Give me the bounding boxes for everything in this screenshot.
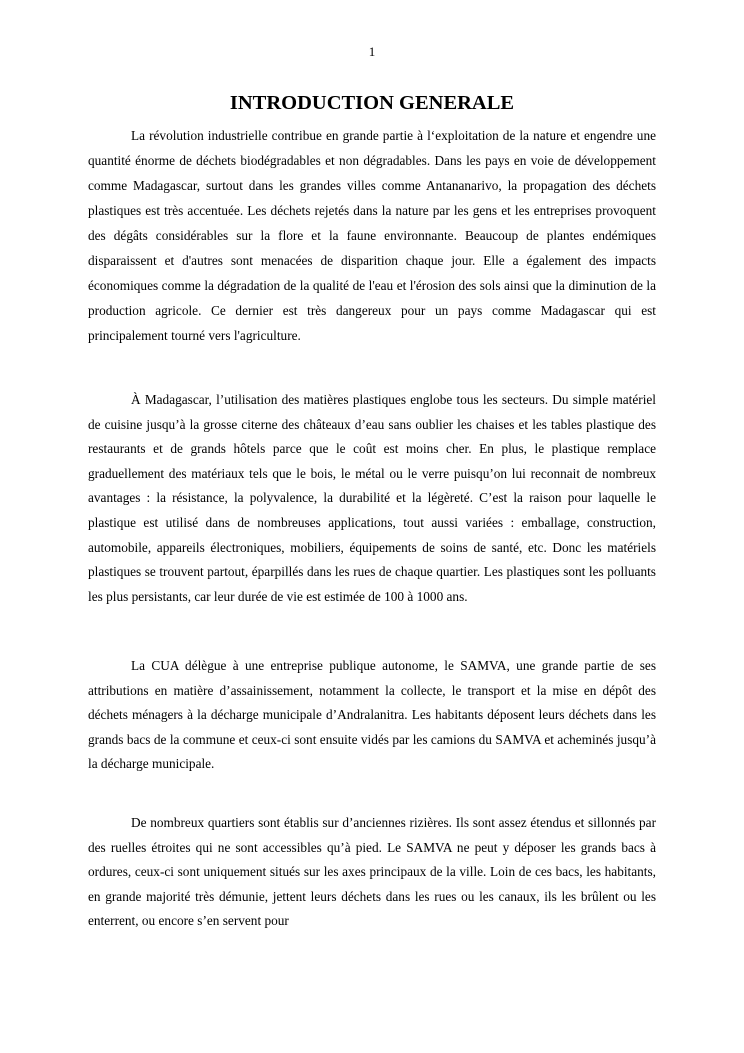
- paragraph: De nombreux quartiers sont établis sur d’anciennes rizières. Ils sont assez étendus et sillonnés par des ruelles étroites qui ne sont accessibles qu’à pied. Le SAMVA ne peut y déposer les grands bacs à ordures, ceux-ci sont uniquement situés sur les axes principaux de la ville. Loin de ces bacs, les habitants, en grande majorité très démunie, jettent leurs déchets dans les rues ou les canaux, ils les brûlent ou les enterrent, ou encore s’en servent pour: [88, 815, 656, 929]
- paragraph-block: [88, 811, 656, 934]
- page-number: 1: [368, 44, 376, 59]
- paragraph-block: [88, 123, 656, 348]
- paragraph: La CUA délègue à une entreprise publique autonome, le SAMVA, une grande partie de ses attributions en matière d’assainissement, notamment la collecte, le transport et la mise en dépôt des déchets ménagers à la décharge municipale d’Andralanitra. Les habitants déposent leurs déchets dans les grands bacs de la commune et ceux-ci sont ensuite vidés par les camions du SAMVA et acheminés jusqu’à la décharge municipale.: [88, 658, 656, 772]
- paragraph: La révolution industrielle contribue en grande partie à l‘exploitation de la nature et engendre une quantité énorme de déchets biodégradables et non dégradables. Dans les pays en voie de développement comme Madagascar, surtout dans les grandes villes comme Antananarivo, la propagation des déchets plastiques est très accentuée. Les déchets rejetés dans la nature par les gens et les entreprises provoquent des dégâts considérables sur la flore et la faune environnante. Beaucoup de plantes endémiques disparaissent et d'autres sont menacées de disparition chaque jour. Elle a également des impacts économiques comme la dégradation de la qualité de l'eau et l'érosion des sols ainsi que la diminution de la production agricole. Ce dernier est très dangereux pour un pays comme Madagascar qui est principalement tourné vers l'agriculture.: [88, 128, 656, 343]
- paragraph-block: [88, 654, 656, 777]
- paragraph: À Madagascar, l’utilisation des matières plastiques englobe tous les secteurs. Du simple matériel de cuisine jusqu’à la grosse citerne des châteaux d’eau sans oublier les chaises et les tables plastique des restaurants et de grands hôtels parce que le coût est moins cher. En plus, le plastique remplace graduellement des matériaux tels que le bois, le métal ou le verre puisqu’on lui reconnait de nombreux avantages : la résistance, la polyvalence, la durabilité et la légèreté. C’est la raison pour laquelle le plastique est utilisé dans de nombreuses applications, tout aussi variées : emballage, construction, automobile, appareils électroniques, mobiliers, équipements de soins de santé, etc. Donc les matériels plastiques se trouvent partout, éparpillés dans les rues de chaque quartier. Les plastiques sont les polluants les plus persistants, car leur durée de vie est estimée de 100 à 1000 ans.: [88, 392, 656, 604]
- paragraph-block: [88, 388, 656, 609]
- page-title: INTRODUCTION GENERALE: [229, 92, 515, 114]
